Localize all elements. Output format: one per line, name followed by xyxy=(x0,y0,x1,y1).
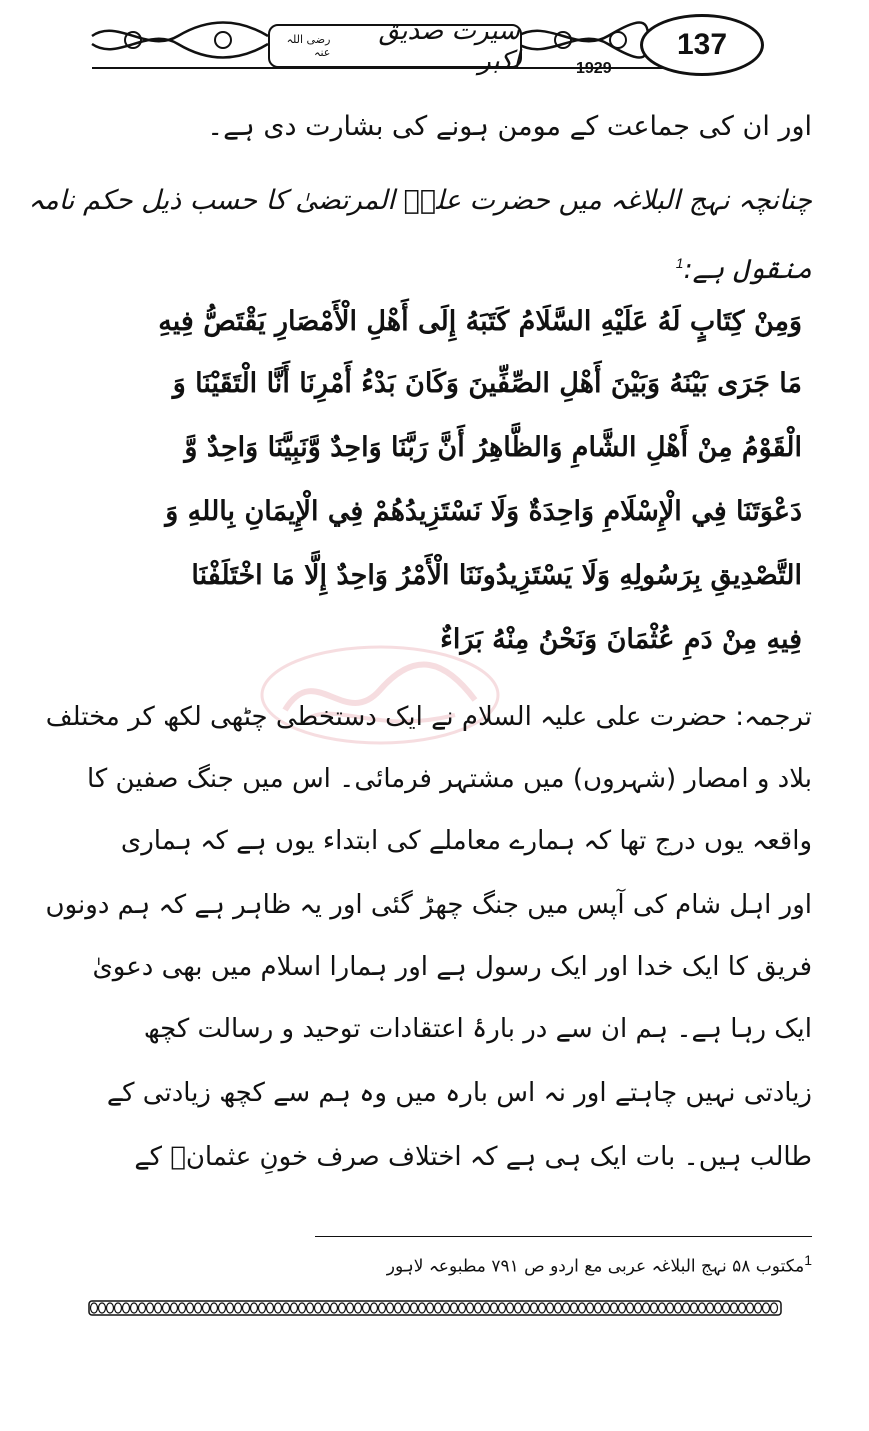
footnote-reference: 1 xyxy=(675,255,684,271)
translation-line-7: زیادتی نہیں چاہتے اور نہ اس بارہ میں وہ ہم سے کچھ زیادتی کے xyxy=(106,1078,812,1108)
translation-line-6: ایک رہا ہے۔ ہم ان سے در بارۂ اعتقادات توحید و رسالت کچھ xyxy=(143,1014,812,1044)
header-year: 1929 xyxy=(576,60,612,77)
translation-line-2: بلاد و امصار (شہروں) میں مشتہر فرمائی۔ اس میں جنگ صفین کا xyxy=(86,764,812,794)
book-title: سیرت صدیق اکبر xyxy=(378,16,520,76)
page-number: 137 xyxy=(640,14,764,76)
title-honorific: رضی اللہ عنہ xyxy=(286,33,331,59)
ornamental-border-bottom xyxy=(88,1300,782,1316)
translation-line-5: فریق کا ایک خدا اور ایک رسول ہے اور ہمارا اسلام میں بھی دعویٰ xyxy=(92,952,812,982)
arabic-line-3: الْقَوْمُ مِنْ أَهْلِ الشَّامِ وَالظَّاهِرُ أَنَّ رَبَّنَا وَاحِدٌ وَّنَبِيَّنَا وَاحِدٌ وَّ xyxy=(184,432,802,463)
arabic-line-1: وَمِنْ كِتَابٍ لَهُ عَلَيْهِ السَّلَامُ كَتَبَهُ إِلَى أَهْلِ الْأَمْصَارِ يَقْتَصُّ فِيهِ xyxy=(158,306,802,337)
arabic-line-6: فِيهِ مِنْ دَمِ عُثْمَانَ وَنَحْنُ مِنْهُ بَرَاءٌ xyxy=(440,624,802,655)
footnote-marker: 1 xyxy=(804,1252,812,1268)
arabic-line-5: التَّصْدِيقِ بِرَسُولِهِ وَلَا يَسْتَزِيدُونَنَا الْأَمْرُ وَاحِدٌ إِلَّا مَا اخْتَلَفْنَا xyxy=(191,560,802,591)
translation-line-1: ترجمہ: حضرت علی علیہ السلام نے ایک دستخطی چٹھی لکھ کر مختلف xyxy=(45,702,812,732)
intro-line-2: چنانچہ نہج البلاغہ میں حضرت علیؓ المرتضیٰ کا حسب ذیل حکم نامہ xyxy=(28,185,812,216)
page-header xyxy=(88,14,764,77)
footnote-divider xyxy=(315,1236,812,1237)
arabic-line-2: مَا جَرَى بَيْنَهُ وَبَيْنَ أَهْلِ الصِّفِّينَ وَكَانَ بَدْءُ أَمْرِنَا أَنَّا الْتَقَيْنَا وَ xyxy=(172,368,802,399)
footnote xyxy=(315,1252,812,1277)
translation-line-3: واقعہ یوں درج تھا کہ ہمارے معاملے کی ابتداء یوں ہے کہ ہماری xyxy=(120,826,812,856)
intro-line-1: اور ان کی جماعت کے مومن ہونے کی بشارت دی ہے۔ xyxy=(207,111,812,142)
intro-line-3 xyxy=(82,236,812,297)
translation-line-8: طالب ہیں۔ بات ایک ہی ہے کہ اختلاف صرف خونِ عثمانؓ کے xyxy=(134,1142,812,1172)
arabic-line-4: دَعْوَتَنَا فِي الْإِسْلَامِ وَاحِدَةٌ وَلَا نَسْتَزِيدُهُمْ فِي الْإِيمَانِ بِاللهِ وَ xyxy=(165,496,802,527)
book-title-box xyxy=(268,16,522,76)
translation-line-4: اور اہل شام کی آپس میں جنگ چھڑ گئی اور یہ ظاہر ہے کہ ہم دونوں xyxy=(45,890,812,920)
intro-line-3-text: منقول ہے: xyxy=(683,254,812,285)
footnote-text: مکتوب ۵۸ نہج البلاغہ عربی مع اردو ص ۷۹۱ مطبوعہ لاہور xyxy=(386,1256,805,1277)
